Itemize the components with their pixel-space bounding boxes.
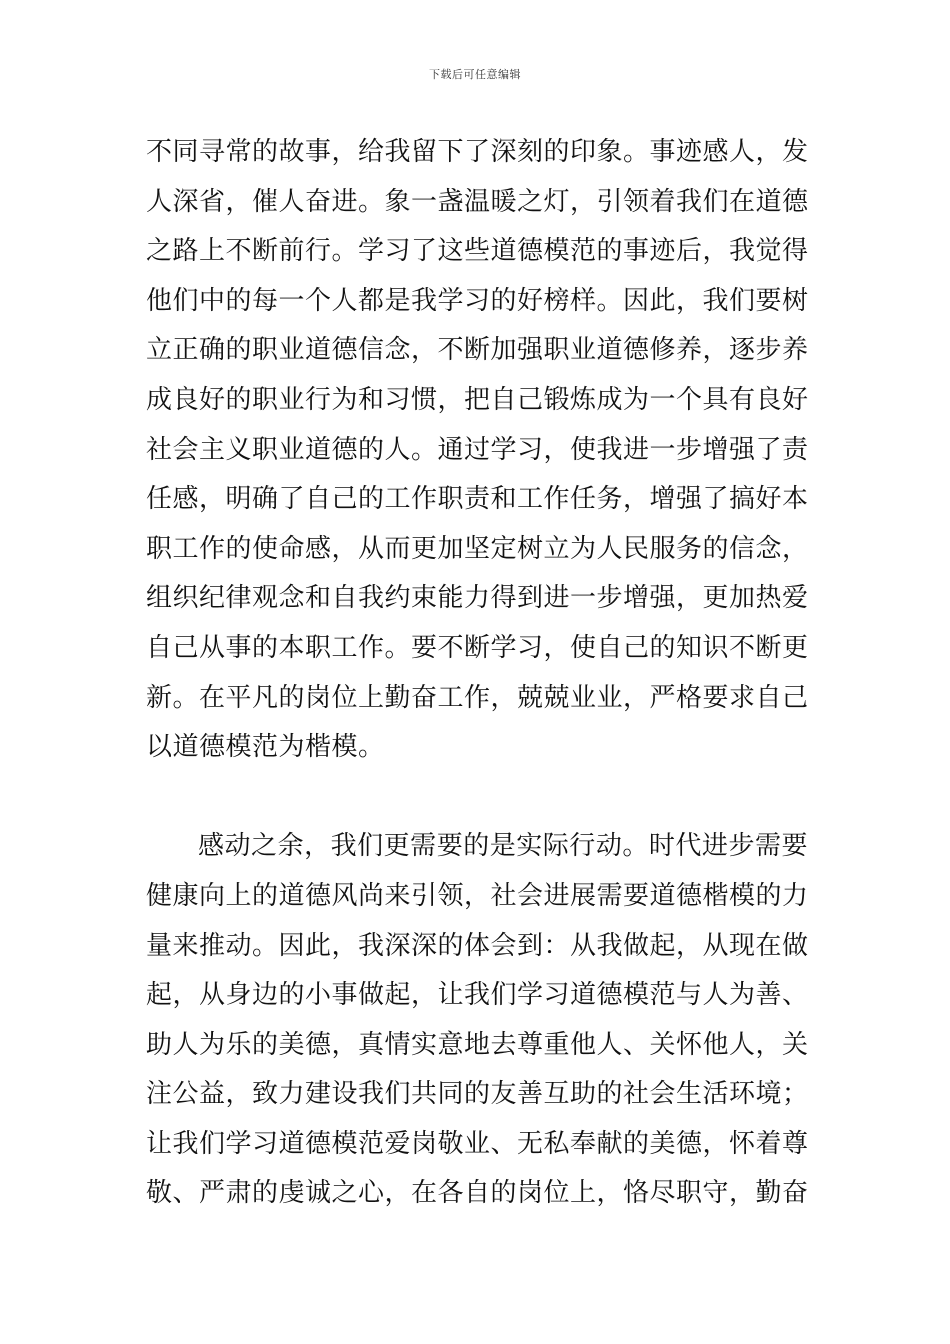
text-line: 助人为乐的美德，真情实意地去尊重他人、关怀他人，关 — [146, 1029, 809, 1060]
text-line: 职工作的使命感，从而更加坚定树立为人民服务的信念， — [146, 533, 809, 564]
text-line: 量来推动。因此，我深深的体会到：从我做起，从现在做 — [146, 930, 809, 961]
text-line: 之路上不断前行。学习了这些道德模范的事迹后，我觉得 — [146, 236, 809, 267]
text-line: 让我们学习道德模范爱岗敬业、无私奉献的美德，怀着尊 — [146, 1128, 809, 1159]
paragraph-spacer — [146, 773, 808, 823]
text-line: 新。在平凡的岗位上勤奋工作，兢兢业业，严格要求自己 — [146, 682, 809, 713]
text-line: 组织纪律观念和自我约束能力得到进一步增强，更加热爱 — [146, 583, 809, 614]
text-line: 成良好的职业行为和习惯，把自己锻炼成为一个具有良好 — [146, 384, 809, 415]
text-line: 社会主义职业道德的人。通过学习，使我进一步增强了责 — [146, 434, 809, 465]
paragraph-1 — [146, 128, 808, 773]
text-line: 不同寻常的故事，给我留下了深刻的印象。事迹感人，发 — [146, 137, 809, 167]
text-line: 敬、严肃的虔诚之心，在各自的岗位上，恪尽职守，勤奋 — [146, 1178, 809, 1209]
text-line: 自己从事的本职工作。要不断学习，使自己的知识不断更 — [146, 632, 809, 663]
text-line: 任感，明确了自己的工作职责和工作任务，增强了搞好本 — [146, 484, 809, 515]
text-line: 起，从身边的小事做起，让我们学习道德模范与人为善、 — [146, 980, 809, 1011]
text-line: 立正确的职业道德信念，不断加强职业道德修养，逐步养 — [146, 335, 809, 366]
text-line: 注公益，致力建设我们共同的友善互助的社会生活环境； — [146, 1079, 809, 1110]
text-line: 他们中的每一个人都是我学习的好榜样。因此，我们要树 — [146, 285, 809, 316]
page-header: 下载后可任意编辑 — [429, 68, 521, 81]
text-line-indented: 感动之余，我们更需要的是实际行动。时代进步需要 — [198, 831, 808, 862]
paragraph-2 — [146, 822, 808, 1219]
body-text — [146, 128, 808, 1219]
text-line: 健康向上的道德风尚来引领，社会进展需要道德楷模的力 — [146, 880, 809, 911]
text-line: 人深省，催人奋进。象一盏温暖之灯，引领着我们在道德 — [146, 186, 809, 217]
text-line-last: 以道德模范为楷模。 — [146, 732, 385, 763]
